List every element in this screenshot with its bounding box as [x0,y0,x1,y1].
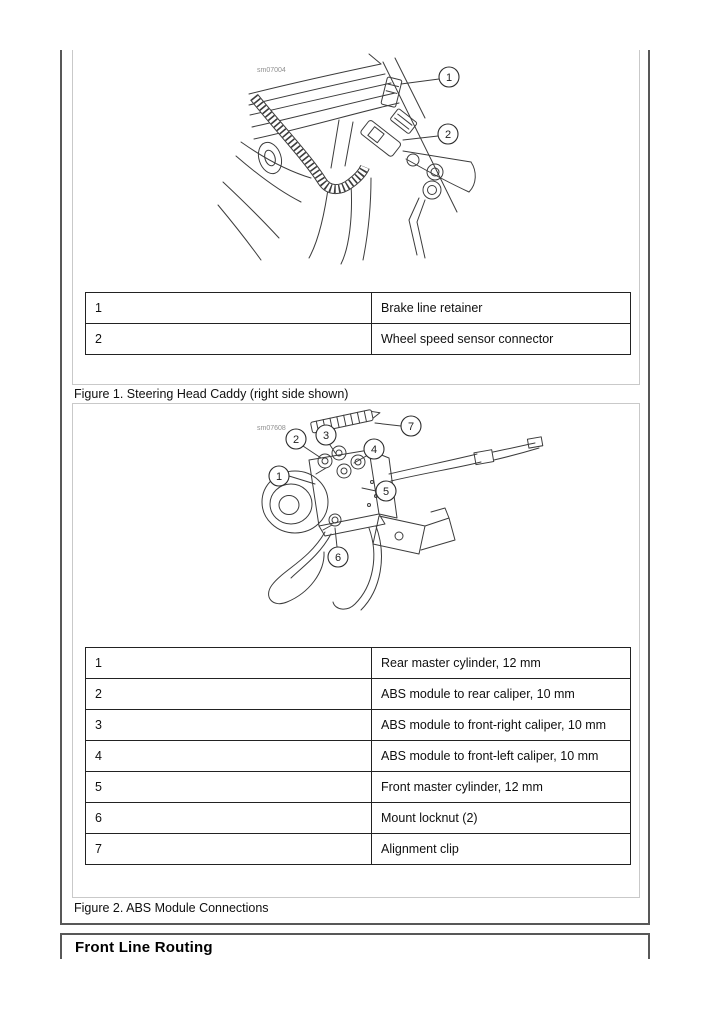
callout-5-label: 5 [382,486,390,498]
table-row [86,648,631,679]
figure-1-parts-table [85,292,631,355]
part-desc-cell: ABS module to front-left caliper, 10 mm [372,741,631,772]
figure-1-image-code: sm07004 [257,67,286,74]
callout-2-label: 2 [292,434,300,446]
part-number-cell: 1 [86,293,372,324]
part-number-cell: 6 [86,803,372,834]
figure-2-panel [72,403,640,898]
table-row [86,741,631,772]
part-desc-cell: Front master cylinder, 12 mm [372,772,631,803]
part-number-cell: 2 [86,679,372,710]
callout-1-label: 1 [275,471,283,483]
table-row [86,293,631,324]
part-desc-cell: Alignment clip [372,834,631,865]
section-heading-box [60,933,650,959]
part-desc-cell: ABS module to rear caliper, 10 mm [372,679,631,710]
callout-3-label: 3 [322,430,330,442]
figures-container-box [60,50,650,925]
part-number-cell: 1 [86,648,372,679]
part-number-cell: 4 [86,741,372,772]
part-number-cell: 7 [86,834,372,865]
part-number-cell: 5 [86,772,372,803]
wheel-speed-sensor-connector-part [360,119,402,157]
figure-1-panel [72,50,640,385]
table-row [86,710,631,741]
section-heading: Front Line Routing [75,939,213,956]
part-desc-cell: Mount locknut (2) [372,803,631,834]
callout-1-label: 1 [445,72,453,84]
part-number-cell: 2 [86,324,372,355]
callout-4-label: 4 [370,444,378,456]
figure-2-image-code: sm07608 [257,425,286,432]
table-row [86,803,631,834]
callout-7-label: 7 [407,421,415,433]
figure-2-diagram [73,404,639,644]
steering-head-line-art [218,54,475,264]
part-desc-cell: Brake line retainer [372,293,631,324]
figure-1-diagram [73,50,639,288]
table-row [86,324,631,355]
table-row [86,772,631,803]
part-desc-cell: Rear master cylinder, 12 mm [372,648,631,679]
figure-2-caption: Figure 2. ABS Module Connections [74,901,269,915]
table-row [86,834,631,865]
part-desc-cell: ABS module to front-right caliper, 10 mm [372,710,631,741]
callout-2-label: 2 [444,129,452,141]
part-number-cell: 3 [86,710,372,741]
figure-2-parts-table [85,647,631,865]
callout-6-label: 6 [334,552,342,564]
part-desc-cell: Wheel speed sensor connector [372,324,631,355]
figure-1-caption: Figure 1. Steering Head Caddy (right side shown) [74,387,349,401]
table-row [86,679,631,710]
